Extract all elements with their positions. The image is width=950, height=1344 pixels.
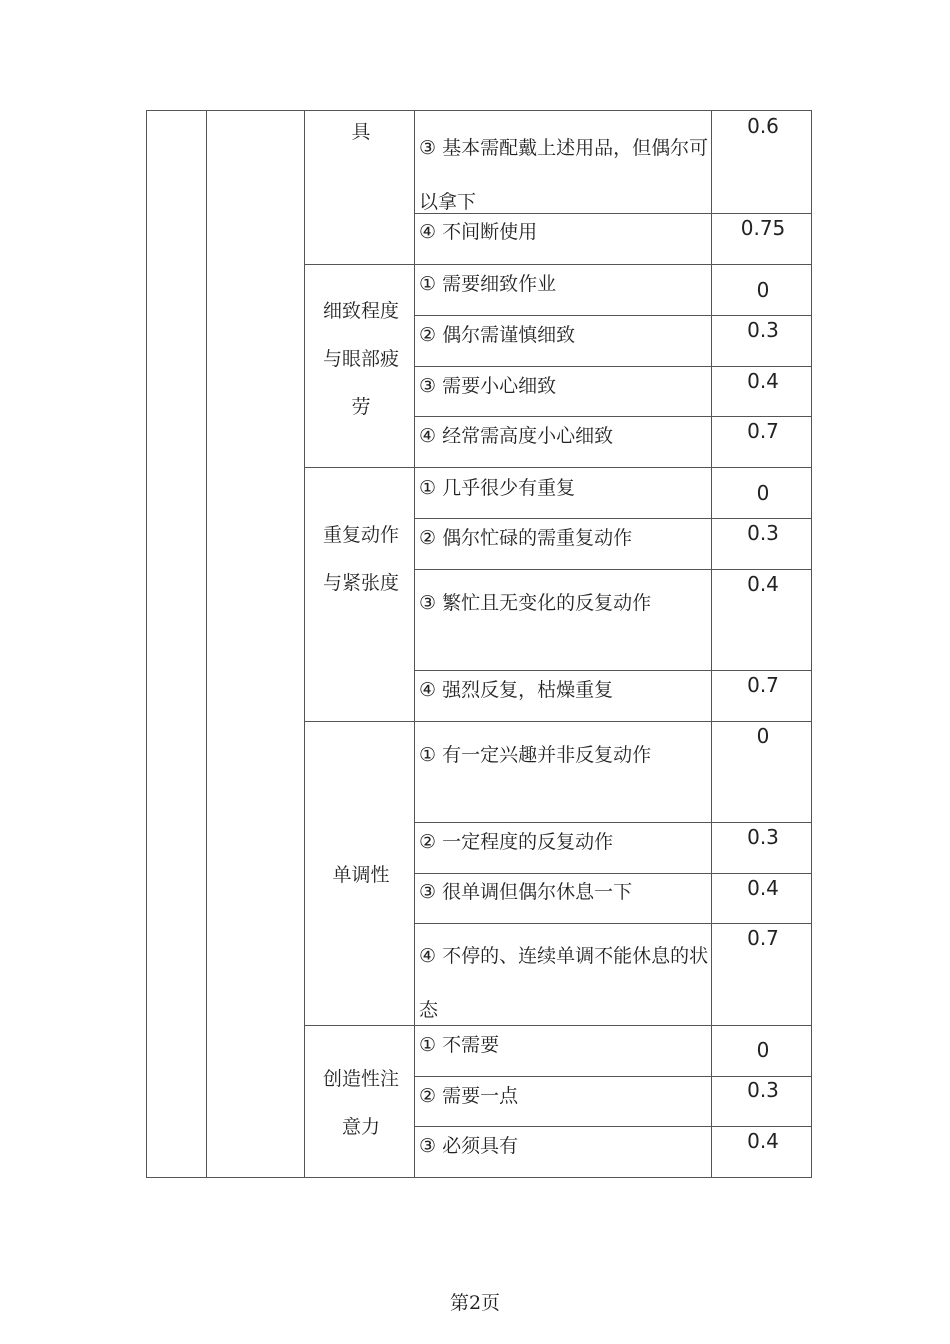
option-label: ④ 经常需高度小心细致 bbox=[419, 425, 614, 447]
option-value: 0 bbox=[756, 724, 770, 748]
row-divider bbox=[414, 670, 811, 671]
option-label: ③ 需要小心细致 bbox=[419, 375, 557, 397]
option-value: 0 bbox=[756, 481, 770, 505]
option-value: 0.4 bbox=[747, 876, 779, 900]
option-value: 0.7 bbox=[747, 673, 779, 697]
option-label: ① 需要细致作业 bbox=[419, 273, 557, 295]
row-divider bbox=[304, 721, 811, 722]
category-label: 单调性 bbox=[332, 864, 390, 886]
row-divider bbox=[414, 923, 811, 924]
option-label: ② 偶尔需谨慎细致 bbox=[419, 324, 576, 346]
column-divider bbox=[304, 111, 305, 1177]
option-label: ② 偶尔忙碌的需重复动作 bbox=[419, 527, 633, 549]
option-label: ④ 不间断使用 bbox=[419, 221, 538, 243]
option-value: 0 bbox=[756, 278, 770, 302]
row-divider bbox=[414, 1126, 811, 1127]
row-divider bbox=[414, 873, 811, 874]
option-value: 0.3 bbox=[747, 825, 779, 849]
option-label: ④ 强烈反复，枯燥重复 bbox=[419, 679, 614, 701]
option-value: 0.3 bbox=[747, 1078, 779, 1102]
row-divider bbox=[304, 264, 811, 265]
page-number: 第2页 bbox=[449, 1292, 501, 1314]
column-divider bbox=[414, 111, 415, 1177]
row-divider bbox=[414, 822, 811, 823]
column-divider bbox=[711, 111, 712, 1177]
option-value: 0.6 bbox=[747, 114, 779, 138]
option-label: ③ 很单调但偶尔休息一下 bbox=[419, 881, 633, 903]
row-divider bbox=[304, 467, 811, 468]
option-label: ③ 必须具有 bbox=[419, 1135, 519, 1157]
option-label: ② 需要一点 bbox=[419, 1085, 519, 1107]
option-value: 0.7 bbox=[747, 419, 779, 443]
option-value: 0.3 bbox=[747, 318, 779, 342]
option-label: ③ 基本需配戴上述用品，但偶尔可以拿下 bbox=[419, 137, 709, 213]
option-value: 0.7 bbox=[747, 926, 779, 950]
option-value: 0.75 bbox=[740, 216, 786, 240]
row-divider bbox=[414, 315, 811, 316]
category-label: 具 bbox=[351, 121, 371, 143]
category-label: 细致程度与眼部疲劳 bbox=[322, 300, 399, 418]
row-divider bbox=[414, 416, 811, 417]
option-label: ④ 不停的、连续单调不能休息的状态 bbox=[419, 945, 709, 1021]
option-label: ① 几乎很少有重复 bbox=[419, 477, 576, 499]
option-value: 0.4 bbox=[747, 572, 779, 596]
option-value: 0.4 bbox=[747, 1129, 779, 1153]
row-divider bbox=[414, 569, 811, 570]
category-label: 创造性注意力 bbox=[322, 1068, 399, 1138]
option-label: ① 有一定兴趣并非反复动作 bbox=[419, 744, 652, 766]
option-label: ① 不需要 bbox=[419, 1034, 500, 1056]
row-divider bbox=[414, 366, 811, 367]
row-divider bbox=[414, 518, 811, 519]
option-value: 0.3 bbox=[747, 521, 779, 545]
category-label: 重复动作与紧张度 bbox=[322, 524, 399, 594]
column-divider bbox=[206, 111, 207, 1177]
option-value: 0 bbox=[756, 1038, 770, 1062]
option-label: ③ 繁忙且无变化的反复动作 bbox=[419, 592, 652, 614]
scoring-table bbox=[146, 110, 812, 1178]
option-value: 0.4 bbox=[747, 369, 779, 393]
option-label: ② 一定程度的反复动作 bbox=[419, 831, 614, 853]
